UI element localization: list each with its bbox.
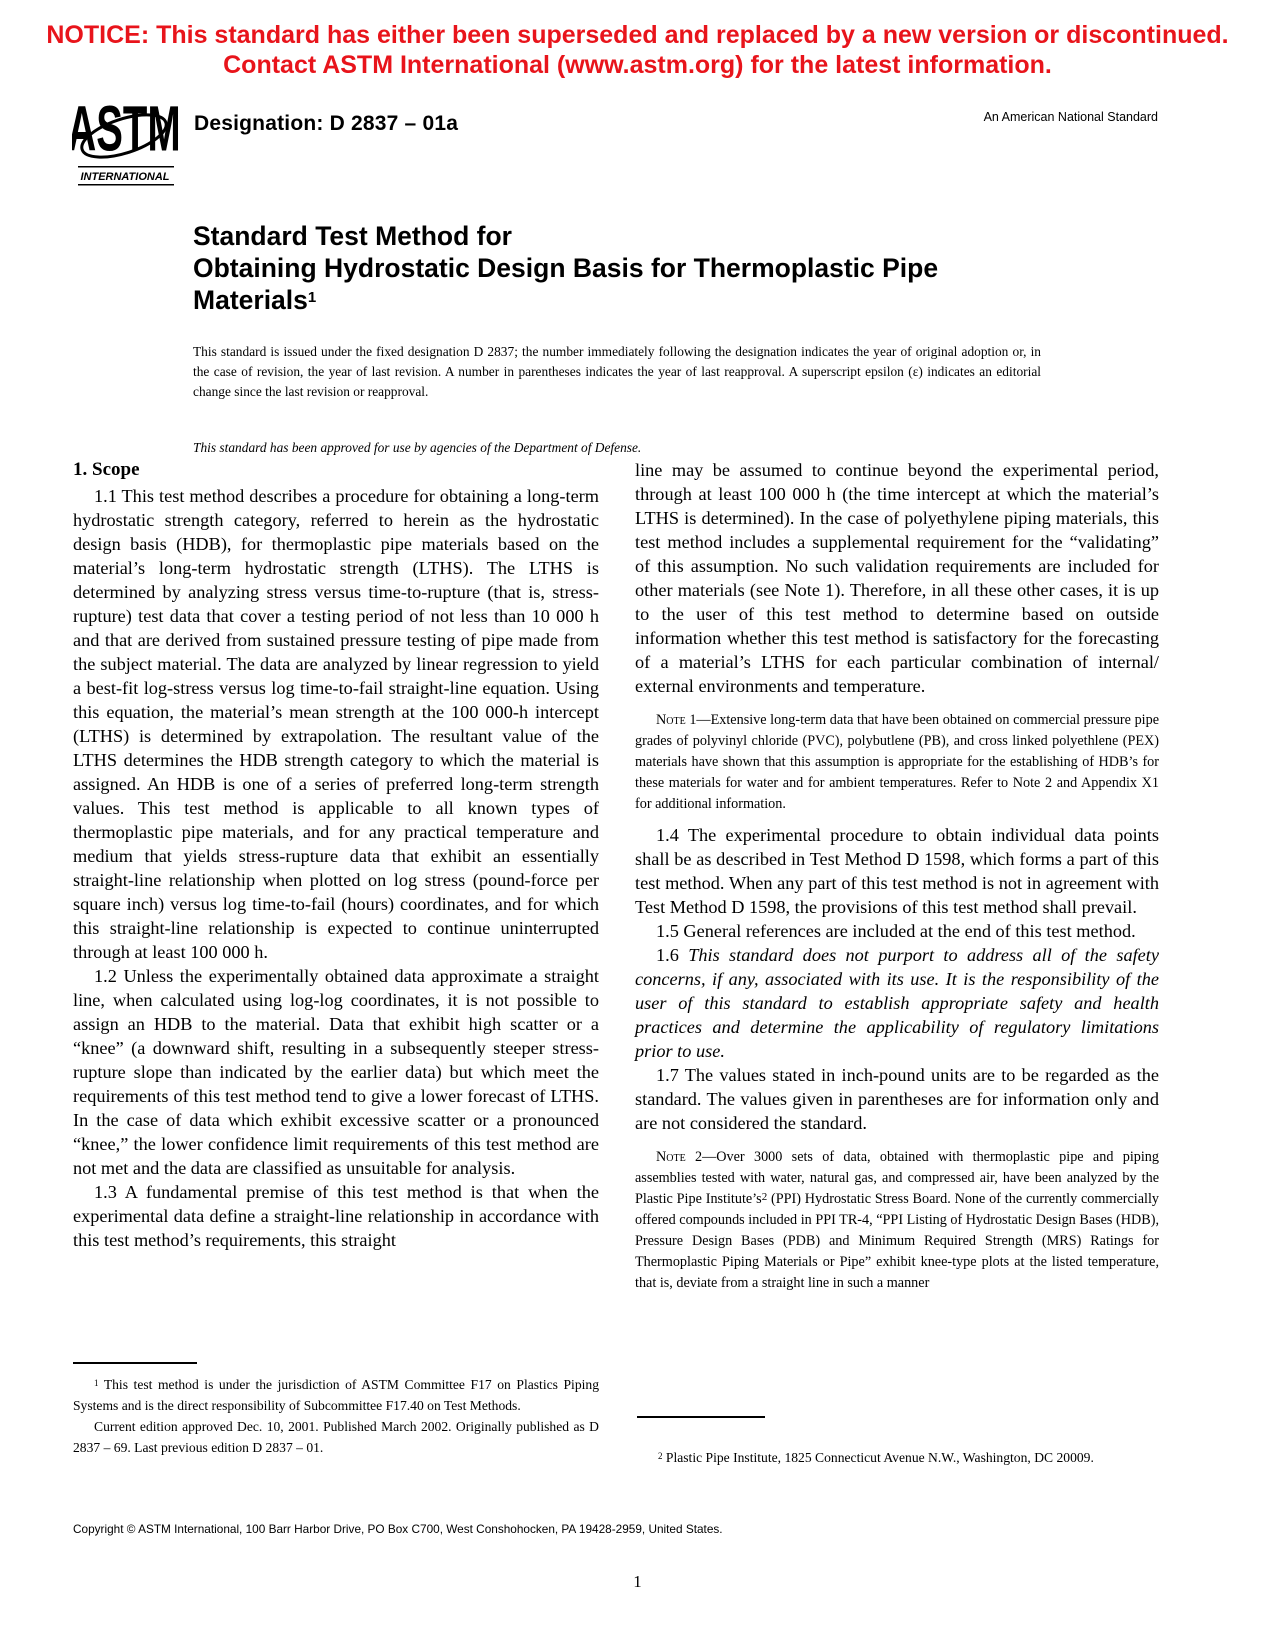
astm-logo-icon [72,96,180,192]
note-2: Note 2—Over 3000 sets of data, obtained with thermoplastic pipe and piping assemblies tested with water, natural gas, and compressed air, have been analyzed by the Plastic Pipe $Institute’s^2$ (PPI) Hydrostatic Stress Board. None of the currently commercially offered compounds included in PPI TR-4, “PPI Listing of Hydrostatic Design Bases (HDB), Pressure Design Bases (PDB) and Minimum Required Strength (MRS) Ratings for Thermoplastic Piping Materials or Pipe” exhibit knee-type plots at the listed temperature, that is, deviate from a straight line in such a manner [635,1149,1160,1291]
document-title [193,220,1093,316]
footnote-divider-left [73,1362,197,1364]
page-number: 1 [633,1572,642,1591]
paragraph-1-2: 1.2 Unless the experimentally obtained data approximate a straight line, when calculated using log-log coordinates, it is not possible to assign an HDB to the material. Data that exhibit high scatter or a “knee” (a downward shift, resulting in a subsequently steeper stress-rupture slope than indicated by the earlier data) but which meet the requirements of this test method tend to give a lower forecast of LTHS. In the case of data which exhibit excessive scatter or a pronounced “knee,” the lower confidence limit requirements of this test method are not met and the data are classified as unsuitable for analysis. [73,966,599,1178]
right-column [635,458,1159,1302]
footnote-2: $^2$ Plastic Pipe Institute, 1825 Connecticut Avenue N.W., Washington, DC 20009. [658,1450,1094,1465]
footnote-divider-right [637,1416,765,1418]
title-line-2: Obtaining Hydrostatic Design Basis for Thermoplastic Pipe [193,253,939,283]
astm-logo [72,96,180,192]
footnotes-left [73,1374,599,1458]
issuance-statement: This standard is issued under the fixed designation D 2837; the number immediately following the designation indicates the year of original adoption or, in the case of revision, the year of last revision. A number in parentheses indicates the year of last reapproval. A superscript epsilon (ε) indicates an editorial change since the last revision or reapproval. [193,344,1041,399]
title-line-1: Standard Test Method for [193,221,512,251]
notice-line-1: NOTICE: This standard has either been superseded and replaced by a new version or discontinued. [46,21,1229,49]
title-footnote-ref[interactable]: 1 [307,289,317,306]
paragraph-1-4: 1.4 The experimental procedure to obtain individual data points shall be as described in Test Method D 1598, which forms a part of this test method. When any part of this test method is not in agreement with Test Method D 1598, the provisions of this test method shall prevail. [635,825,1159,917]
footnote-1: $^1$ This test method is under the jurisdiction of ASTM Committee F17 on Plastics Piping Systems and is the direct responsibility of Subcommittee F17.40 on Test Methods. [73,1377,599,1413]
title-line-3: Materials$^1$ [193,285,317,315]
dod-approval-statement: This standard has been approved for use by agencies of the Department of Defense. [193,440,642,455]
notice-line-2: Contact ASTM International (www.astm.org) for the latest information. [223,51,1052,79]
designation: Designation: D 2837 – 01a [194,112,459,135]
svg-text:ASTM: ASTM [72,96,180,165]
footnote-1-edition: Current edition approved Dec. 10, 2001. Published March 2002. Originally published as D 2837 – 69. Last previous edition D 2837 – 01. [73,1419,599,1455]
paragraph-1-3-continued: line may be assumed to continue beyond the experimental period, through at least 100 000 h (the time intercept at which the material’s LTHS is determined). In the case of polyethylene piping materials, this test method includes a supplemental requirement for the “validating” of this assumption. No such validation requirements are included for other materials (see Note 1). Therefore, in all these other cases, it is up to the user of this test method to determine based on outside information whether this test method is satisfactory for the forecasting of a material’s LTHS for each particular combination of internal/ external environments and temperature. [635,460,1159,696]
paragraph-1-1: 1.1 This test method describes a procedure for obtaining a long-term hydrostatic strength category, referred to herein as the hydrostatic design basis (HDB), for thermoplastic pipe materials based on the material’s long-term hydrostatic strength (LTHS). The LTHS is determined by analyzing stress versus time-to-rupture (that is, stress-rupture) test data that cover a testing period of not less than 10 000 h and that are derived from sustained pressure testing of pipe made from the subject material. The data are analyzed by linear regression to yield a best-fit log-stress versus log time-to-fail straight-line equation. Using this equation, the material’s mean strength at the 100 000-h intercept (LTHS) is determined by extrapolation. The resultant value of the LTHS determines the HDB strength category to which the material is assigned. An HDB is one of a series of preferred long-term strength values. This test method is applicable to all known types of thermoplastic pipe materials, and for any practical temperature and medium that yields stress-rupture data that exhibit an essentially straight-line relationship when plotted on log stress (pound-force per square inch) versus log time-to-fail (hours) coordinates, and for which this straight-line relationship is expected to continue uninterrupted through at least 100 000 h. [73,486,599,962]
section-heading-scope: 1. Scope [73,459,140,480]
note-1: Note 1—Extensive long-term data that have been obtained on commercial pressure pipe grades of polyvinyl chloride (PVC), polybutlene (PB), and cross linked polyethlene (PEX) materials have shown that this assumption is appropriate for the establishing of HDB’s for these materials for water and for ambient temperatures. Refer to Note 2 and Appendix X1 for additional information. [635,712,1159,812]
paragraph-1-6: 1.6 This standard does not purport to address all of the safety concerns, if any, associated with its use. It is the responsibility of the user of this standard to establish appropriate safety and health practices and determine the applicability of regulatory limitations prior to use. [635,945,1159,1061]
copyright-notice: Copyright © ASTM International, 100 Barr Harbor Drive, PO Box C700, West Conshohocken, PA 19428-2959, United States. [73,1522,723,1536]
paragraph-1-5: 1.5 General references are included at the end of this test method. [656,921,1136,941]
paragraph-1-3-start: 1.3 A fundamental premise of this test method is that when the experimental data define a straight-line relationship in accordance with this test method’s requirements, this straight [73,1182,599,1250]
footnotes-right [637,1447,1161,1468]
american-national-standard-label: An American National Standard [983,110,1158,124]
svg-text:INTERNATIONAL: INTERNATIONAL [80,171,170,183]
paragraph-1-7: 1.7 The values stated in inch-pound units are to be regarded as the standard. The values given in parentheses are for information only and are not considered the standard. [635,1065,1159,1133]
left-column [73,458,599,1252]
footnote-2-ref[interactable]: 2 [761,1191,768,1203]
